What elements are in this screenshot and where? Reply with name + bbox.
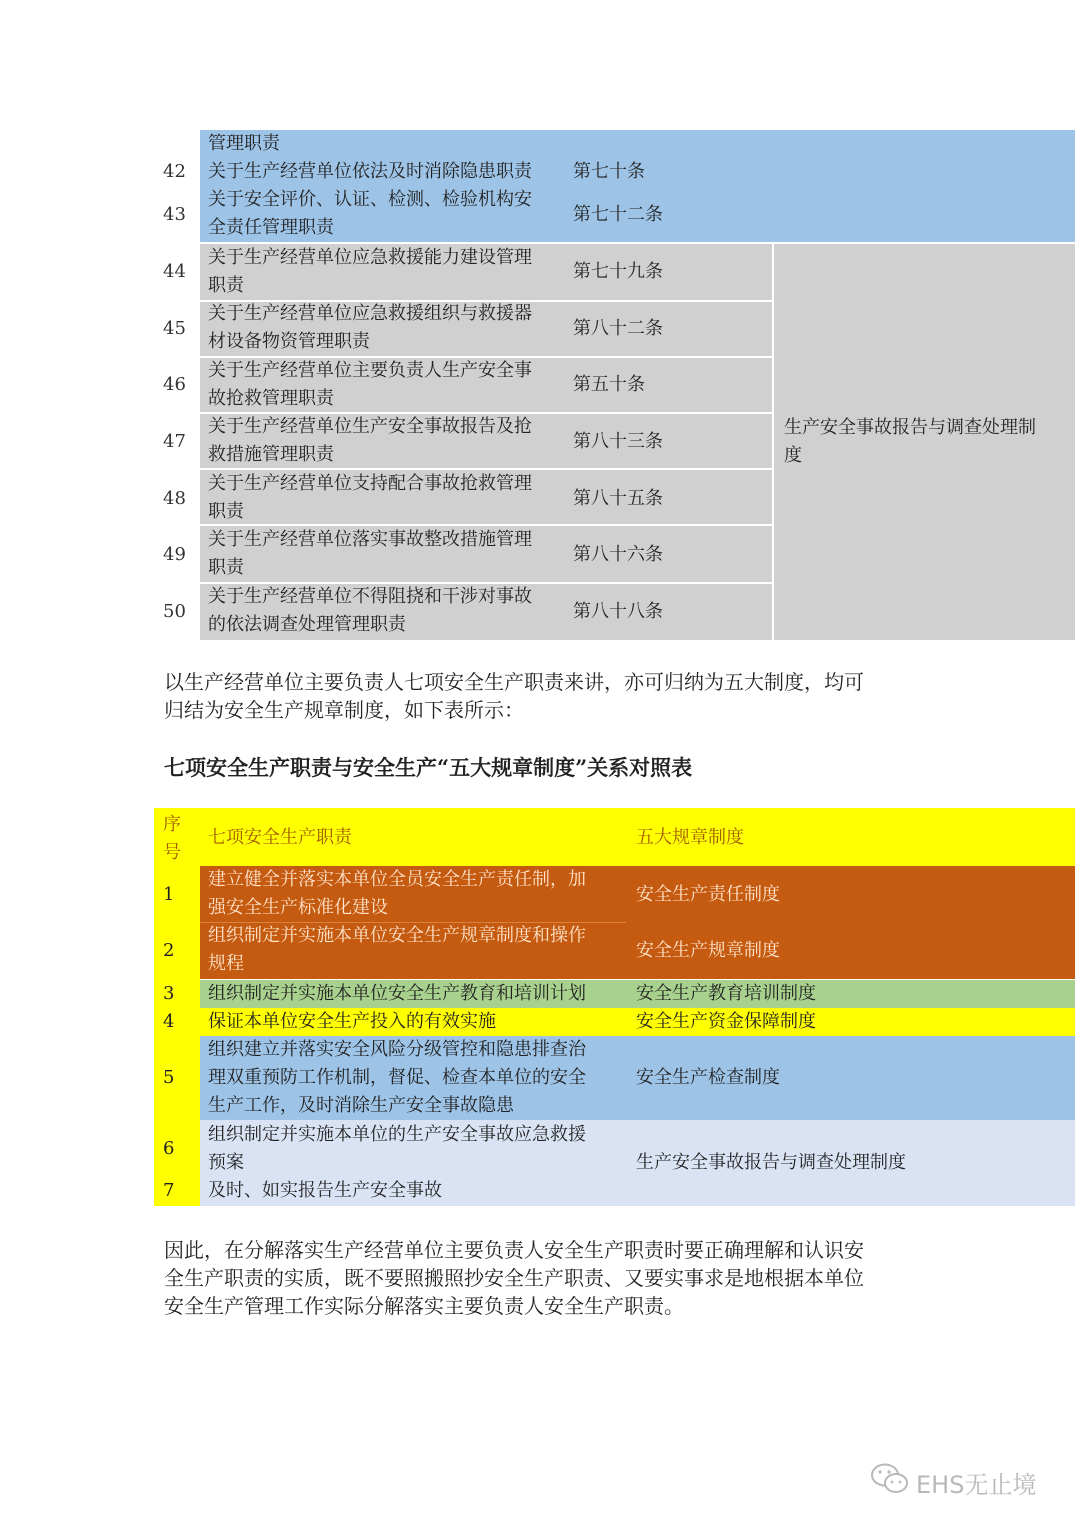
duty-cell-line1: 关于生产经营单位应急救援能力建设管理 <box>208 247 532 268</box>
system-cell: 安全生产规章制度 <box>636 940 780 961</box>
article-cell: 第八十三条 <box>573 431 663 452</box>
duty-cell-line2: 的依法调查处理管理职责 <box>208 614 406 635</box>
duty-cell-line1: 关于生产经营单位应急救援组织与救援器 <box>208 303 532 324</box>
table-title: 七项安全生产职责与安全生产“五大规章制度”关系对照表 <box>164 755 693 780</box>
duty-cell: 组织制定并实施本单位安全生产教育和培训计划 <box>208 983 586 1004</box>
duty-cell-line2: 预案 <box>208 1152 244 1173</box>
article-cell: 第五十条 <box>573 374 645 395</box>
duty-cell-line1: 关于生产经营单位支持配合事故抢救管理 <box>208 473 532 494</box>
duty-cell-line1: 关于生产经营单位落实事故整改措施管理 <box>208 529 532 550</box>
header-system: 五大规章制度 <box>636 827 744 848</box>
system-cell-bg <box>774 244 1075 640</box>
duty-cell-line1: 关于生产经营单位不得阻挠和干涉对事故 <box>208 586 532 607</box>
article-cell: 第七十九条 <box>573 261 663 282</box>
system-cell: 生产安全事故报告与调查处理制度 <box>636 1152 906 1173</box>
article-cell: 第七十条 <box>573 161 645 182</box>
duty-cell-line3: 生产工作，及时消除生产安全事故隐患 <box>208 1095 514 1116</box>
watermark-text: EHS无止境 <box>916 1470 1037 1499</box>
duty-cell-line1: 关于生产经营单位主要负责人生产安全事 <box>208 360 532 381</box>
duty-cell: 及时、如实报告生产安全事故 <box>208 1180 442 1201</box>
row-number: 1 <box>163 884 175 905</box>
intro-paragraph <box>164 668 924 724</box>
row-number: 7 <box>163 1180 175 1201</box>
duty-cell-line2: 理双重预防工作机制，督促、检查本单位的安全 <box>208 1067 586 1088</box>
duty-cell: 保证本单位安全生产投入的有效实施 <box>208 1011 496 1032</box>
row-number: 44 <box>163 261 186 282</box>
header-number-line2: 号 <box>163 842 181 863</box>
duty-cell-line1: 关于生产经营单位生产安全事故报告及抢 <box>208 416 532 437</box>
duty-cell-line2: 救措施管理职责 <box>208 444 334 465</box>
system-cell: 安全生产检查制度 <box>636 1067 780 1088</box>
duty-cell: 管理职责 <box>208 133 280 154</box>
row-number: 50 <box>163 601 186 622</box>
article-cell: 第八十二条 <box>573 318 663 339</box>
duty-cell-line1: 组织制定并实施本单位安全生产规章制度和操作 <box>208 925 586 946</box>
duty-cell-line2: 强安全生产标准化建设 <box>208 897 388 918</box>
duty-cell-line2: 职责 <box>208 275 244 296</box>
row-number: 49 <box>163 544 186 565</box>
row-number: 46 <box>163 374 186 395</box>
row-number: 3 <box>163 983 175 1004</box>
row-number: 42 <box>163 161 186 182</box>
system-cell: 安全生产责任制度 <box>636 884 780 905</box>
article-cell: 第八十五条 <box>573 488 663 509</box>
watermark <box>870 1462 1036 1502</box>
row-number: 47 <box>163 431 186 452</box>
paragraph-line: 归结为安全生产规章制度，如下表所示： <box>164 698 524 722</box>
article-cell: 第八十六条 <box>573 544 663 565</box>
system-cell-line1: 生产安全事故报告与调查处理制 <box>784 417 1036 438</box>
row-number: 5 <box>163 1067 175 1088</box>
row-number: 4 <box>163 1011 175 1032</box>
row-number: 6 <box>163 1138 175 1159</box>
article-cell: 第七十二条 <box>573 204 663 225</box>
row-number: 48 <box>163 488 186 509</box>
paragraph-line: 全生产职责的实质，既不要照搬照抄安全生产职责、又要实事求是地根据本单位 <box>164 1266 864 1290</box>
article-cell: 第八十八条 <box>573 601 663 622</box>
row-number: 45 <box>163 318 186 339</box>
system-cell: 安全生产资金保障制度 <box>636 1011 816 1032</box>
paragraph-line: 因此，在分解落实生产经营单位主要负责人安全生产职责时要正确理解和认识安 <box>164 1238 864 1262</box>
duty-cell-line2: 职责 <box>208 557 244 578</box>
row-number: 43 <box>163 204 186 225</box>
header-number-line1: 序 <box>163 814 181 835</box>
duty-cell-line1: 组织制定并实施本单位的生产安全事故应急救援 <box>208 1124 586 1145</box>
number-column-bg <box>154 866 200 1206</box>
header-duty: 七项安全生产职责 <box>208 827 352 848</box>
duty-cell: 关于生产经营单位依法及时消除隐患职责 <box>208 161 532 182</box>
row-number: 2 <box>163 940 175 961</box>
duty-cell-line2: 规程 <box>208 953 244 974</box>
duty-cell-line2: 全责任管理职责 <box>208 217 334 238</box>
system-cell-line2: 度 <box>784 445 802 466</box>
paragraph-line: 安全生产管理工作实际分解落实主要负责人安全生产职责。 <box>164 1294 684 1318</box>
system-cell: 安全生产教育培训制度 <box>636 983 816 1004</box>
duty-cell-line2: 材设备物资管理职责 <box>208 331 370 352</box>
duty-cell-line1: 组织建立并落实安全风险分级管控和隐患排查治 <box>208 1039 586 1060</box>
wechat-icon <box>870 1462 910 1502</box>
duty-cell-line2: 职责 <box>208 501 244 522</box>
duty-cell-line1: 关于安全评价、认证、检测、检验机构安 <box>208 189 532 210</box>
duty-cell-line1: 建立健全并落实本单位全员安全生产责任制，加 <box>208 869 586 890</box>
duty-cell-line2: 故抢救管理职责 <box>208 388 334 409</box>
conclusion-paragraph <box>164 1236 924 1320</box>
paragraph-line: 以生产经营单位主要负责人七项安全生产职责来讲，亦可归纳为五大制度，均可 <box>164 670 864 694</box>
